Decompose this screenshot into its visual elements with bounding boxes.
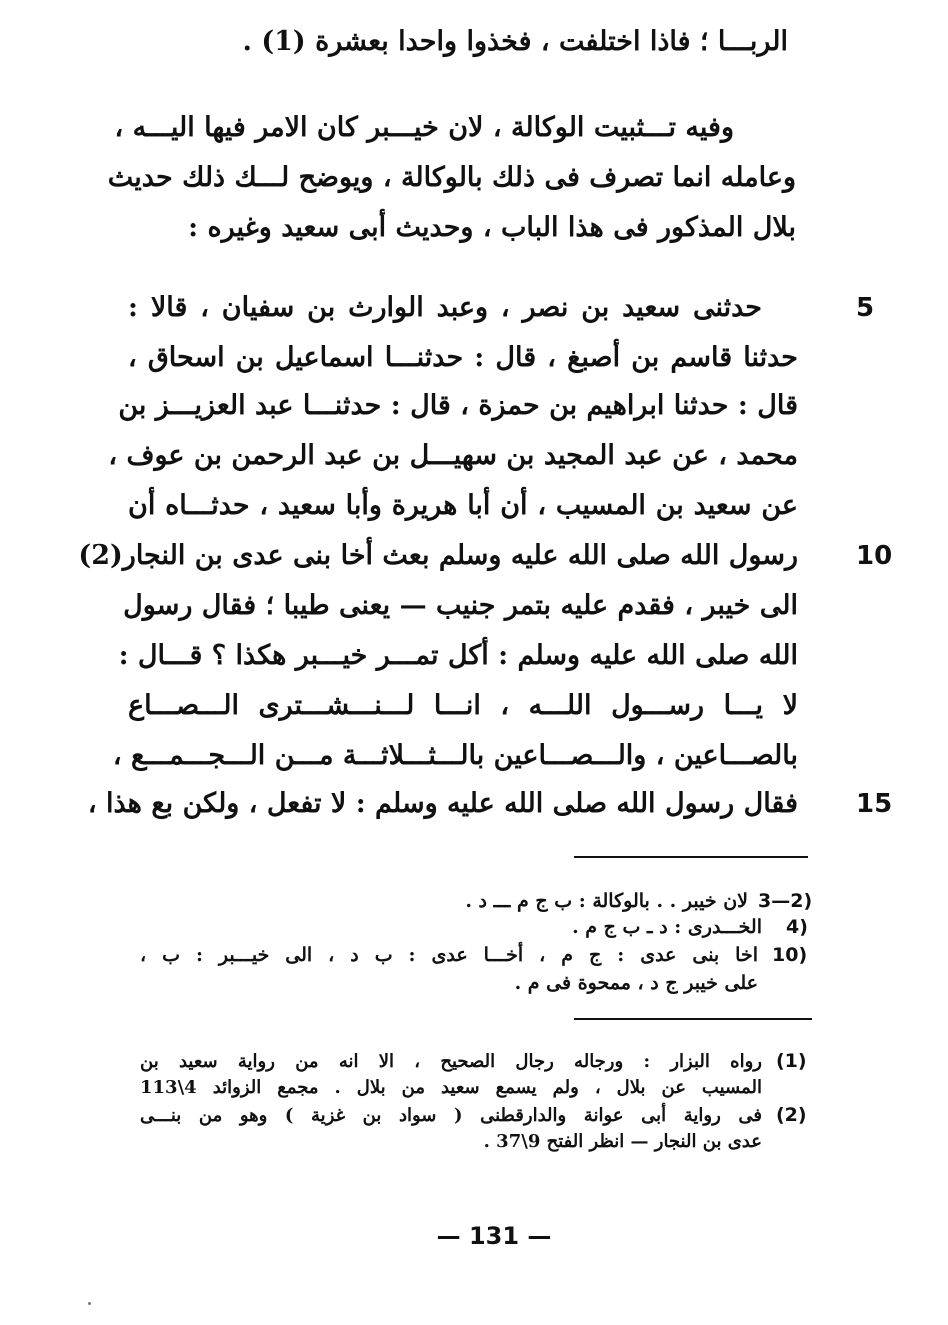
- variant-line: لان خيبر . . بالوكالة : ب ج م ـــ د .: [465, 890, 748, 912]
- main-text-line: رسول الله صلى الله عليه وسلم بعث أخا بنى عدى بن النجار(2): [78, 540, 798, 571]
- main-text-line: الى خيبر ، فقدم عليه بتمر جنيب — يعنى طيبا ؛ فقال رسول: [123, 590, 798, 621]
- top-line: الربـــا ؛ فاذا اختلفت ، فخذوا واحدا بعشرة (1) .: [242, 26, 788, 57]
- separator-rule: [574, 1018, 812, 1020]
- variant-line: اخا بنى عدى : ج م ، أخـــا عدى : ب د ، الى خيـــبر : ب ،: [140, 944, 758, 966]
- main-text-line: بالصـــاعين ، والـــصـــاعين بالـــثـــلاثـــة مـــن الـــجـــمـــع ،: [112, 740, 798, 771]
- variant-marker: 10): [772, 944, 808, 966]
- line-number: 15: [856, 789, 893, 819]
- footnote-line: رواه البزار : ورجاله رجال الصحيح ، الا انه من رواية سعيد بن: [140, 1051, 762, 1072]
- line-number: 10: [856, 541, 893, 571]
- variant-marker: 3—2): [758, 890, 813, 912]
- footnote-marker: (1): [776, 1050, 807, 1072]
- main-text-line: عن سعيد بن المسيب ، أن أبا هريرة وأبا سعيد ، حدثـــاه أن: [128, 490, 798, 521]
- paragraph-line: بلال المذكور فى هذا الباب ، وحديث أبى سعيد وغيره :: [188, 212, 796, 243]
- footnote-line: فى رواية أبى عوانة والدارقطنى ( سواد بن غزية ) وهو من بنـــى: [140, 1105, 762, 1126]
- separator-rule: [574, 856, 808, 858]
- page-number: — 131 —: [436, 1222, 552, 1250]
- variant-line: الخـــدرى : د ـ ب ج م .: [572, 916, 762, 938]
- main-text-line: الله صلى الله عليه وسلم : أكل تمـــر خيـــبر هكذا ؟ قـــال :: [118, 640, 798, 671]
- scan-speck: [88, 1302, 91, 1305]
- footnote-marker: (2): [776, 1104, 807, 1126]
- main-text-line: لا يـــا رســـول اللـــه ، انـــا لـــنـــشـــترى الـــصـــاع: [128, 690, 798, 721]
- line-number: 5: [856, 293, 875, 323]
- paragraph-line: وفيه تـــثبيت الوكالة ، لان خيـــبر كان الامر فيها اليـــه ،: [114, 112, 734, 143]
- main-text-line: فقال رسول الله صلى الله عليه وسلم : لا تفعل ، ولكن بع هذا ،: [87, 788, 798, 819]
- variant-marker: 4): [786, 916, 808, 938]
- footnote-line: المسيب عن بلال ، ولم يسمع سعيد من بلال . مجمع الزوائد 4\113: [140, 1077, 762, 1098]
- main-text-line: حدثنى سعيد بن نصر ، وعبد الوارث بن سفيان ، قالا :: [128, 292, 762, 323]
- main-text-line: حدثنا قاسم بن أصبغ ، قال : حدثنـــا اسماعيل بن اسحاق ،: [128, 342, 798, 373]
- main-text-line: محمد ، عن عبد المجيد بن سهيـــل بن عبد الرحمن بن عوف ،: [108, 440, 798, 471]
- paragraph-line: وعامله انما تصرف فى ذلك بالوكالة ، ويوضح لـــك ذلك حديث: [107, 162, 796, 193]
- footnote-line: عدى بن النجار — انظر الفتح 9\37 .: [483, 1131, 762, 1152]
- variant-line: على خيبر ج د ، ممحوة فى م .: [514, 972, 758, 994]
- main-text-line: قال : حدثنا ابراهيم بن حمزة ، قال : حدثنـــا عبد العزيـــز بن: [118, 390, 798, 421]
